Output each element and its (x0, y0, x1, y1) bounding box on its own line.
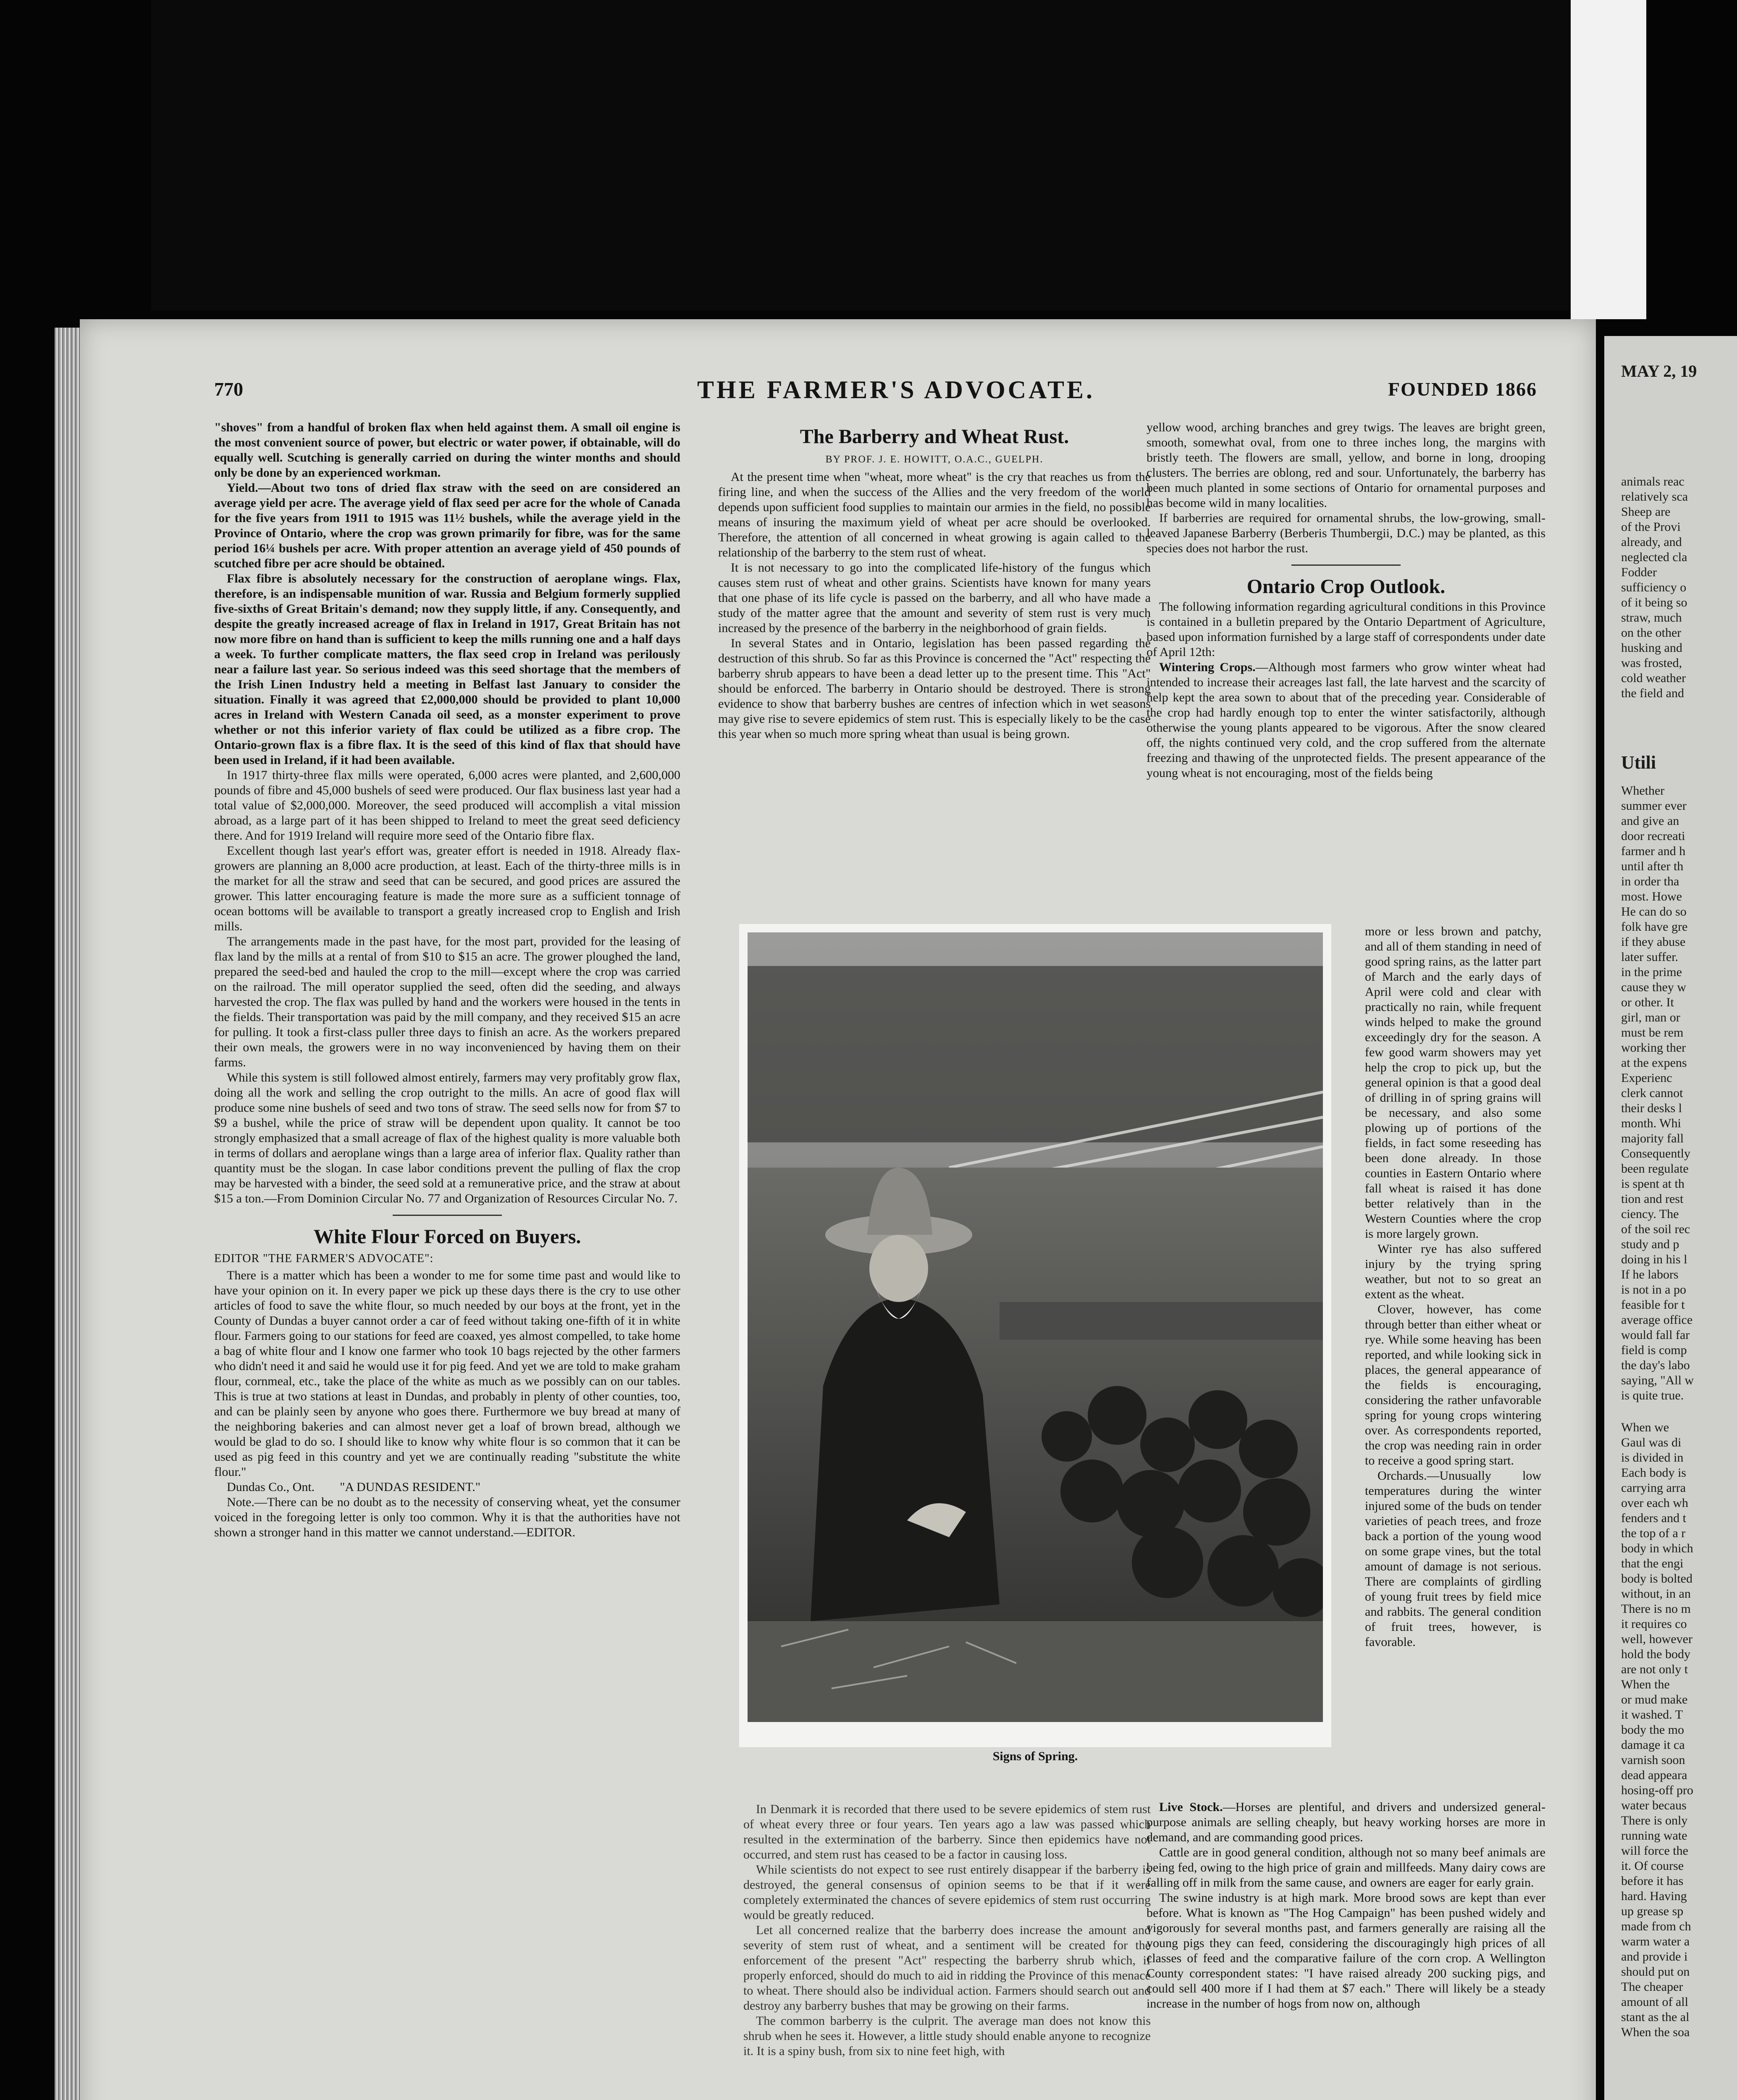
next-page-line: majority fall (1621, 1131, 1684, 1145)
livestock-heading: Live Stock. (1159, 1800, 1223, 1814)
page-number: 770 (214, 378, 243, 400)
flax-paragraph: Excellent though last year's effort was, greater effort is needed in 1918. Already flax-growers are planning an 8,000 acre production, at least. Each of the thirty-three mills is in the market for all the straw and seed that can be secured, and good prices are assured the grower. This latter encouraging feature is made the more sure as a sufficient tonnage of ocean bottoms will be available to transport a greatly increased crop to English and Irish mills. (214, 844, 680, 933)
next-page-line: hosing-off pro (1621, 1783, 1693, 1797)
barberry-paragraph: While scientists do not expect to see rust entirely disappear if the barberry is destroyed, the general consensus of opinion seems to be that if it were completely exterminated the chances of severe epidemics of stem rust occurring would be greatly reduced. (743, 1863, 1151, 1922)
next-page-line: is not in a po (1621, 1283, 1686, 1297)
flax-yield-heading: Yield. (227, 481, 258, 495)
outlook-paragraph: The following information regarding agricultural conditions in this Province is contained in a bulletin prepared by the Ontario Department of Agriculture, based upon information furnished by a large staff of correspondents under date of April 12th: (1147, 600, 1545, 659)
next-page-line: field is comp (1621, 1343, 1687, 1357)
next-page-line: body is bolted (1621, 1572, 1692, 1586)
outlook-paragraph: more or less brown and patchy, and all of them standing in need of good spring rains, as the latter part of March and the early days of April were cold and clear with practically no rain, while frequent winds helped to make the ground exceedingly dry for the season. A few good warm showers may yet help the crop to pick up, but the general opinion is that a good deal of drilling in of spring grains will be necessary, and also some plowing up of portions of the fields, in fact some reseeding has been done already. In those counties in Eastern Ontario where fall wheat is raised it has done better relatively than in the Western Counties where the crop is more largely grown. (1365, 924, 1541, 1241)
next-page-line: Fodder (1621, 565, 1657, 579)
next-page-line: the day's labo (1621, 1358, 1690, 1372)
next-page-line: sufficiency o (1621, 580, 1687, 594)
next-page-line: Whether (1621, 784, 1665, 798)
next-page-line: water becaus (1621, 1798, 1687, 1812)
next-page-line: up grease sp (1621, 1904, 1684, 1918)
next-page-line: animals reac (1621, 475, 1685, 488)
next-page-line: well, however (1621, 1632, 1692, 1646)
next-page-line: of the Provi (1621, 520, 1681, 534)
next-page-line: body the mo (1621, 1723, 1684, 1737)
next-page-line: in the prime (1621, 965, 1682, 979)
barberry-byline: BY PROF. J. E. HOWITT, O.A.C., GUELPH. (825, 454, 1044, 465)
editor-note: Note.—There can be no doubt as to the necessity of conserving wheat, yet the consumer voiced in the foregoing letter is only too common. Why it is that the authorities have not shown a stronger hand in this matter we cannot understand.—EDITOR. (214, 1495, 680, 1539)
barberry-paragraph: yellow wood, arching branches and grey twigs. The leaves are bright green, smooth, somewhat oval, from one to three inches long, the margins with bristly teeth. The flowers are small, yellow, and borne in long, drooping clusters. The berries are oblong, red and sour. Unfortunately, the barberry has been much planted in some sections of Ontario for ornamental purposes and has become wild in many localities. (1147, 420, 1545, 510)
flour-signature (214, 1480, 680, 1495)
next-page-line: Gaul was di (1621, 1436, 1682, 1449)
next-page-line: running wate (1621, 1829, 1687, 1843)
next-page-line: and give an (1621, 814, 1679, 828)
flax-paragraph: Flax fibre is absolutely necessary for the construction of aeroplane wings. Flax, therefore, is an indispensable munition of war. Russia and Belgium formerly supplied five-sixths of Great Britain's demand; now they supply little, if any. Consequently, and despite the greatly increased acreage of flax in Ireland in 1917, Great Britain has not now more fibre on hand than is sufficient to keep the mills running one and a half days a week. To further complicate matters, the flax seed crop in Ireland was perilously near a failure last year. So serious indeed was this seed shortage that the members of the Irish Linen Industry held a meeting in Belfast last January to consider the situation. Finally it was agreed that £2,000,000 should be provided to plant 10,000 acres in Ireland with Western Canada oil seed, as a monster experiment to prove whether or not this inferior variety of flax could be utilized as a fibre crop. The Ontario-grown flax is a fibre flax. It is the seed of this kind of flax that should have been used in Ireland, if it had been available. (214, 572, 680, 767)
barberry-paragraph: The common barberry is the culprit. The average man does not know this shrub when he sees it. However, a little study should enable anyone to recognize it. It is a spiny bush, from six to nine feet high, with (743, 2014, 1151, 2058)
next-page-line: the top of a r (1621, 1526, 1686, 1540)
next-page-line: amount of all (1621, 1995, 1688, 2009)
next-page-line: cold weather (1621, 671, 1686, 685)
next-page-line: saying, "All w (1621, 1373, 1694, 1387)
next-page-line: month. Whi (1621, 1116, 1681, 1130)
next-page-line: Consequently (1621, 1147, 1690, 1160)
column-barberry-continued (743, 1802, 1151, 2059)
outlook-paragraph: Winter rye has also suffered injury by the trying spring weather, but not to so great an extent as the wheat. (1365, 1242, 1541, 1301)
outlook-paragraph: The swine industry is at high mark. More brood sows are kept than ever before. What is known as "The Hog Campaign" has been pushed widely and vigorously for several months past, and farmers generally are raising all the young pigs they can feed, considering the discouragingly high prices of all classes of feed and the comparative failure of the corn crop. A Wellington County correspondent states: "I have raised already 200 sucking pigs, and could sell 400 more if I had them at $7 each." There will likely be a steady increase in the number of hogs from now on, although (1147, 1891, 1545, 2011)
flax-paragraph: The arrangements made in the past have, for the most part, provided for the leasing of flax land by the mills at a rental of from $10 to $15 an acre. The grower ploughed the land, prepared the seed-bed and hauled the crop to the mill—except where the crop was carried on the railroad. The mill operator supplied the seed, often did the seeding, and always harvested the crop. The flax was pulled by hand and the workers were housed in the tents in the fields. Their transportation was paid by the mill company, and they received $15 an acre for pulling. It took a first-class puller three days to finish an acre. As the workers prepared their own meals, the growers were in no way inconvenienced by having them on their farms. (214, 934, 680, 1069)
next-page-line: hard. Having (1621, 1889, 1687, 1903)
next-page-line: varnish soon (1621, 1753, 1685, 1767)
flax-paragraph: In 1917 thirty-three flax mills were operated, 6,000 acres were planted, and 2,600,000 pounds of fibre and 45,000 bushels of seed were produced. Our flax business last year had a total value of $2,000,000. Moreover, the seed produced will accomplish a vital mission abroad, as a large part of it has been shipped to Ireland to meet the great seed deficiency there. And for 1919 Ireland will require more seed of the Ontario fibre flax. (214, 768, 680, 843)
next-page-line: without, in an (1621, 1587, 1691, 1601)
section-divider (1291, 564, 1401, 566)
next-page-line: study and p (1621, 1237, 1679, 1251)
next-page-line: When the (1621, 1677, 1670, 1691)
signature-name: "A DUNDAS RESIDENT." (340, 1480, 480, 1494)
next-page-line: feasible for t (1621, 1298, 1685, 1312)
next-page-line: at the expens (1621, 1056, 1687, 1070)
masthead: THE FARMER'S ADVOCATE. (697, 376, 1095, 404)
barberry-paragraph: At the present time when "wheat, more wheat" is the cry that reaches us from the firing line, and when the success of the Allies and the very freedom of the world depends upon sufficient food supplies to maintain our armies in the field, no possible means of insuring the maximum yield of wheat per acre should be overlooked. Therefore, the attention of all concerned in wheat growing is again called to the relationship of the barberry to the stem rust of wheat. (718, 470, 1151, 559)
next-page-line: cause they w (1621, 980, 1686, 994)
next-page-line: door recreati (1621, 829, 1685, 843)
next-page-fragment (1604, 336, 1737, 2100)
next-page-line: girl, man or (1621, 1011, 1680, 1024)
next-page-header: MAY 2, 19 (1621, 362, 1697, 381)
next-page-line: husking and (1621, 641, 1682, 655)
next-page-line: When the soa (1621, 2025, 1690, 2039)
next-page-line: average office (1621, 1313, 1693, 1327)
flax-paragraph: While this system is still followed almost entirely, farmers may very profitably grow flax, doing all the work and selling the crop outright to the mills. An acre of good flax will produce some nine bushels of seed and two tons of straw. The seed sells now for from $7 to $9 a bushel, while the price of straw will be dependent upon quality. It cannot be too strongly emphasized that a small acreage of flax of the highest quality is more valuable both in terms of dollars and aeroplane wings than a large area of inferior flax. Quality rather than quantity must be the slogan. In case labor conditions prevent the pulling of flax the crop may be harvested with a binder, the seed sold at a remunerative price, and the straw at about $15 a ton.—From Dominion Circular No. 77 and Organization of Resources Circular No. 7. (214, 1071, 680, 1205)
next-page-line: it. Of course (1621, 1859, 1684, 1873)
flour-article-title: White Flour Forced on Buyers. (313, 1226, 581, 1248)
next-page-line: Sheep are (1621, 505, 1671, 519)
column-barberry (718, 424, 1151, 742)
next-page-line: body in which (1621, 1541, 1693, 1555)
barberry-paragraph: In Denmark it is recorded that there used to be severe epidemics of stem rust of wheat every three or four years. Ten years ago a law was passed which resulted in the extermination of the barberry. Since then epidemics have not occurred, and stem rust has ceased to be a factor in causing loss. (743, 1802, 1151, 1861)
next-page-line: hold the body (1621, 1647, 1690, 1661)
flour-paragraph: There is a matter which has been a wonder to me for some time past and would like to have your opinion on it. In every paper we pick up these days there is the cry to use other articles of food to save the white flour, so much needed by our boys at the front, yet in the County of Dundas a buyer cannot order a car of feed without taking one-fifth of it in white flour. Farmers going to our stations for feed are coaxed, yes almost compelled, to take home a bag of white flour and I know one farmer who took 10 bags rejected by the other farmers who didn't need it and said he would use it for pig feed. And yet we are told to make graham flour, cornmeal, etc., take the place of the white as much as we possibly can on our tables. This is true at two stations at least in Dundas, and probably in plenty of other counties, too, and can be plainly seen by anyone who goes there. Furthermore we buy bread at many of the neighboring bakeries and can almost never get a loaf of brown bread, although we would be glad to do so. I should like to know why white flour is so common that it can be used as pig feed in this country and yet we are continually reading "substitute the white flour." (214, 1268, 680, 1479)
next-page-line: There is only (1621, 1814, 1688, 1827)
next-page-line: must be rem (1621, 1026, 1684, 1040)
flax-yield-text: —About two tons of dried flax straw with the seed on are considered an average yield per acre. The average yield of flax seed per acre for the whole of Canada for the five years from 1911 to 1915 was 11½ bushels, while the average yield in the Province of Ontario, where the crop was grown primarily for fibre, was for the same period 16¼ bushels per acre. With proper attention an average yield of 450 pounds of scutched fibre per acre should be obtained. (214, 481, 680, 570)
next-page-line: farmer and h (1621, 844, 1686, 858)
wintering-heading: Wintering Crops. (1159, 660, 1256, 674)
next-page-line: Experienc (1621, 1071, 1672, 1085)
orchards-heading: Orchards. (1378, 1469, 1427, 1483)
outlook-livestock-paragraph (1147, 1800, 1545, 1845)
next-page-line: relatively sca (1621, 490, 1688, 504)
next-page-line: made from ch (1621, 1919, 1691, 1933)
book-page-edges (55, 328, 80, 2100)
outlook-paragraph: Cattle are in good general condition, although not so many beef animals are being fed, owing to the high price of grain and millfeeds. Many dairy cows are falling off in milk from the same cause, and owners are eager for early grain. (1147, 1845, 1545, 1890)
next-page-line: on the other (1621, 626, 1682, 640)
next-page-line: Each body is (1621, 1466, 1686, 1480)
next-page-line: doing in his l (1621, 1252, 1687, 1266)
next-page-line: of the soil rec (1621, 1222, 1690, 1236)
next-page-line: If he labors (1621, 1268, 1679, 1281)
column-outlook-continued (1147, 1800, 1545, 2011)
next-page-line: stant as the al (1621, 2010, 1690, 2024)
next-page-line: carrying arra (1621, 1481, 1686, 1495)
next-page-line: the field and (1621, 686, 1684, 700)
next-page-line: When we (1621, 1420, 1669, 1434)
outlook-article-title: Ontario Crop Outlook. (1246, 575, 1446, 598)
next-page-line: The cheaper (1621, 1980, 1683, 1994)
next-page-line: and provide i (1621, 1950, 1688, 1964)
orchards-text: —Unusually low temperatures during the winter injured some of the buds on tender varieties of peach trees, and froze back a portion of the young wood on some grape vines, but the total amount of damage is not serious. There are complaints of girdling of young fruit trees by field mice and rabbits. The general condition of fruit trees, however, is favorable. (1365, 1469, 1541, 1649)
next-page-line: will force the (1621, 1844, 1688, 1858)
next-page-line: already, and (1621, 535, 1682, 549)
next-page-line: would fall far (1621, 1328, 1690, 1342)
next-page-line: or mud make (1621, 1693, 1688, 1706)
next-page-line: dead appeara (1621, 1768, 1687, 1782)
next-page-line: in order tha (1621, 874, 1679, 888)
column-flax (214, 420, 680, 1540)
next-page-line: of it being so (1621, 596, 1687, 609)
wintering-text: —Although most farmers who grow winter wheat had intended to increase their acreages last fall, the late harvest and the scarcity of help kept the area sown to about that of the preceding year. Considerable of the crop had hardly enough top to enter the winter satisfactorily, although otherwise the young plants appeared to be vigorous. After the snow cleared off, the nights continued very cold, and the crop suffered from the alternate freezing and thawing of the unprotected fields. The present appearance of the young wheat is not encouraging, most of the fields being (1147, 660, 1545, 780)
founded-line: FOUNDED 1866 (1388, 378, 1537, 400)
next-page-line: tion and rest (1621, 1192, 1684, 1206)
barberry-paragraph: It is not necessary to go into the complicated life-history of the fungus which causes stem rust of wheat and other grains. Scientists have known for many years that one phase of its life cycle is passed on the barberry, and all who have made a study of the matter agree that the amount and severity of stem rust is very much increased by the presence of the barberry in the neighborhood of grain fields. (718, 561, 1151, 635)
next-page-line: warm water a (1621, 1935, 1690, 1948)
next-page-line: straw, much (1621, 611, 1682, 625)
next-page-line: it requires co (1621, 1617, 1687, 1631)
next-page-line: Utili (1621, 752, 1656, 773)
white-flap (1571, 0, 1646, 319)
editor-address: EDITOR "THE FARMER'S ADVOCATE": (214, 1252, 434, 1265)
next-page-line: clerk cannot (1621, 1086, 1683, 1100)
next-page-line: over each wh (1621, 1496, 1688, 1510)
photo-caption: Signs of Spring. (992, 1749, 1078, 1763)
next-page-line: He can do so (1621, 905, 1687, 919)
outlook-wintering-paragraph (1147, 660, 1545, 781)
signs-of-spring-photo (748, 932, 1323, 1722)
next-page-line: most. Howe (1621, 890, 1682, 903)
next-page-line: ciency. The (1621, 1207, 1679, 1221)
next-page-line: should put on (1621, 1965, 1690, 1979)
next-page-line: or other. It (1621, 995, 1674, 1009)
next-page-line: before it has (1621, 1874, 1684, 1888)
column-barberry-outlook (1147, 420, 1545, 781)
next-page-line: is spent at th (1621, 1177, 1685, 1191)
flax-yield-paragraph (214, 480, 680, 571)
livestock-text: —Horses are plentiful, and drivers and undersized general-purpose animals are selling cheaply, but heavy working horses are more in demand, and are commanding good prices. (1147, 1800, 1545, 1844)
barberry-article-title: The Barberry and Wheat Rust. (800, 425, 1069, 448)
signature-place: Dundas Co., Ont. (227, 1480, 315, 1494)
next-page-line: if they abuse (1621, 935, 1686, 949)
outlook-wrap-column (1365, 924, 1541, 1650)
next-page-line: was frosted, (1621, 656, 1682, 670)
dark-top-area (151, 0, 1575, 311)
next-page-line: fenders and t (1621, 1511, 1686, 1525)
barberry-paragraph: Let all concerned realize that the barberry does increase the amount and severity of stem rust of wheat, and a sentiment will be created for the enforcement of the present "Act" respecting the barberry shrub which, if properly enforced, should do much to aid in ridding the Province of this menace to wheat. There should also be individual action. Farmers should search out and destroy any barberry bushes that may be growing on their farms. (743, 1923, 1151, 2013)
next-page-line: are not only t (1621, 1662, 1688, 1676)
next-page-line: their desks l (1621, 1101, 1682, 1115)
next-page-line: is divided in (1621, 1451, 1684, 1465)
outlook-paragraph: Clover, however, has come through better than either wheat or rye. While some heaving has been reported, and while looking sick in places, the general appearance of the fields is encouraging, considering the rather unfavorable spring for young crops wintering over. As correspondents reported, the crop was needing rain in order to receive a good spring start. (1365, 1302, 1541, 1467)
next-page-line: later suffer. (1621, 950, 1679, 964)
next-page-line: been regulate (1621, 1162, 1689, 1176)
flax-paragraph: "shoves" from a handful of broken flax when held against them. A small oil engine is the most convenient source of power, but electric or water power, if obtainable, will do equally well. Scutching is generally carried on during the winter months and should only be done by an experienced workman. (214, 420, 680, 480)
barberry-paragraph: In several States and in Ontario, legislation has been passed regarding the destruction of this shrub. So far as this Province is concerned the "Act" respecting the barberry shrub appears to have been a dead letter up to the present time. This "Act" should be enforced. The barberry in Ontario should be destroyed. There is strong evidence to show that barberry bushes are centres of infection which in wet seasons may give rise to severe epidemics of stem rust. This is especially likely to be the case this year when so much more spring wheat than usual is being grown. (718, 636, 1151, 741)
next-page-line: damage it ca (1621, 1738, 1685, 1752)
barberry-paragraph: If barberries are required for ornamental shrubs, the low-growing, small-leaved Japanese Barberry (Berberis Thumbergii, D.C.) may be planted, as this species does not harbor the rust. (1147, 511, 1545, 555)
next-page-line: it washed. T (1621, 1708, 1683, 1722)
next-page-line: neglected cla (1621, 550, 1687, 564)
next-page-line: working ther (1621, 1041, 1686, 1055)
section-divider (393, 1215, 502, 1216)
next-page-line: folk have gre (1621, 920, 1688, 934)
next-page-line: that the engi (1621, 1557, 1684, 1570)
outlook-orchards-paragraph (1365, 1468, 1541, 1650)
next-page-line: until after th (1621, 859, 1684, 873)
next-page-line: There is no m (1621, 1602, 1691, 1616)
next-page-line: summer ever (1621, 799, 1687, 813)
next-page-line: is quite true. (1621, 1389, 1684, 1402)
